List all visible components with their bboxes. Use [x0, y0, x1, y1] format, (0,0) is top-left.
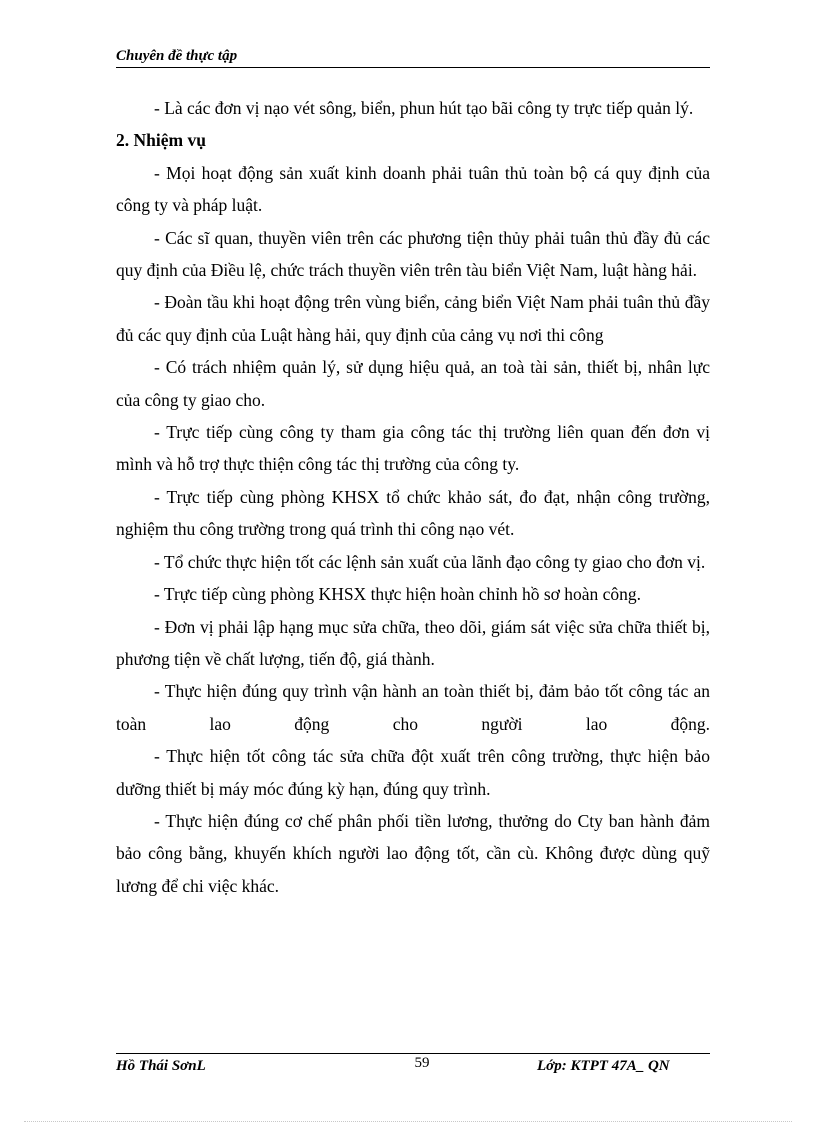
- intro-paragraph: - Là các đơn vị nạo vét sông, biển, phun hút tạo bãi công ty trực tiếp quản lý.: [154, 98, 694, 118]
- footer-divider: [116, 1053, 710, 1054]
- page-body: [116, 92, 710, 902]
- duty-paragraph-8: - Trực tiếp cùng phòng KHSX thực hiện hoàn chỉnh hồ sơ hoàn công.: [154, 584, 642, 605]
- duty-paragraph-2: - Các sĩ quan, thuyền viên trên các phương tiện thủy phải tuân thủ đầy đủ các quy định của Điều lệ, chức trách thuyền viên trên tàu biển Việt Nam, luật hàng hải.: [116, 227, 710, 281]
- duty-paragraph-6: - Trực tiếp cùng phòng KHSX tổ chức khảo sát, đo đạt, nhận công trường, nghiệm thu công trường trong quá trình thi công nạo vét.: [116, 486, 710, 540]
- duty-paragraph-4: - Có trách nhiệm quản lý, sử dụng hiệu quả, an toà tài sản, thiết bị, nhân lực của công ty giao cho.: [116, 357, 710, 410]
- duty-paragraph-3: - Đoàn tầu khi hoạt động trên vùng biển, cảng biển Việt Nam phải tuân thủ đầy đủ các quy định của Luật hàng hải, quy định của cảng vụ nơi thi công: [116, 292, 710, 345]
- duty-paragraph-1: - Mọi hoạt động sản xuất kinh doanh phải tuân thủ toàn bộ cá quy định của công ty và pháp luật.: [116, 162, 710, 216]
- running-header-title: Chuyên đề thực tập: [116, 48, 238, 64]
- footer-class-label: Lớp: KTPT 47A_ QN: [537, 1058, 670, 1074]
- duty-paragraph-9: - Đơn vị phải lập hạng mục sửa chữa, theo dõi, giám sát việc sửa chữa thiết bị, phương tiện về chất lượng, tiến độ, giá thành.: [116, 616, 710, 669]
- duty-paragraph-11: - Thực hiện tốt công tác sửa chữa đột xuất trên công trường, thực hiện bảo dưỡng thiết bị máy móc đúng kỳ hạn, đúng quy trình.: [116, 746, 710, 799]
- section-heading: 2. Nhiệm vụ: [116, 130, 206, 151]
- duty-paragraph-5: - Trực tiếp cùng công ty tham gia công tác thị trường liên quan đến đơn vị mình và hỗ trợ thực thiện công tác thị trường của công ty.: [116, 422, 710, 475]
- page-edge-line: [24, 1121, 792, 1122]
- header-divider: [116, 67, 710, 68]
- duty-paragraph-12: - Thực hiện đúng cơ chế phân phối tiền lương, thưởng do Cty ban hành đảm bảo công bằng, khuyến khích người lao động tốt, cần cù. Không được dùng quỹ lương để chi việc khác.: [116, 810, 710, 896]
- duty-paragraph-7: - Tổ chức thực hiện tốt các lệnh sản xuất của lãnh đạo công ty giao cho đơn vị.: [154, 551, 706, 572]
- duty-paragraph-10: - Thực hiện đúng quy trình vận hành an toàn thiết bị, đảm bảo tốt công tác an toàn lao động cho người lao động.: [116, 681, 710, 734]
- footer-author: Hồ Thái SơnL: [116, 1058, 206, 1074]
- page-number: 59: [414, 1055, 430, 1071]
